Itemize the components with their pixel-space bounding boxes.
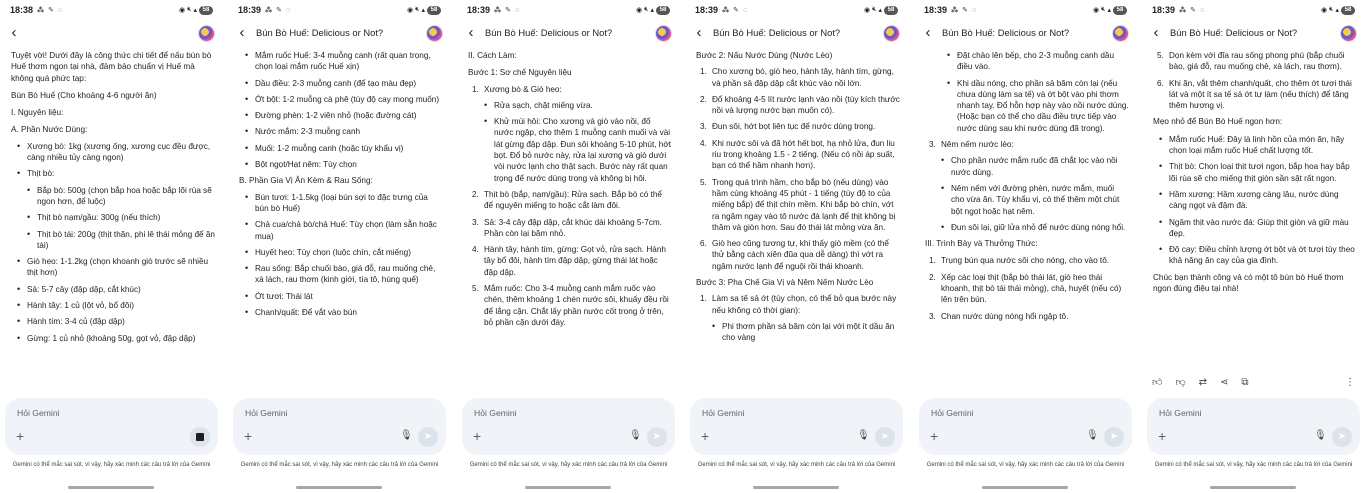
status-bar — [238, 3, 441, 17]
list-item: • Khi dầu nóng, cho phần sả băm còn lại (nếu chưa dùng làm sa tế) và ớt bột vào phi thơm nhanh tay. Đổ hỗn hợp này vào nồi nước dùng. (Hoặc bạn có thể cho dầu điều trực tiếp vào nước dùng sau khi nước dùng đã trong). — [925, 78, 1129, 134]
list-text: Chan nước dùng nóng hổi ngập tô. — [941, 311, 1069, 321]
list-item: • Ớt bột: 1-2 muỗng cà phê (tùy độ cay mong muốn) — [239, 94, 443, 105]
status-bar — [10, 3, 213, 17]
battery-icon: 58 — [1341, 6, 1355, 15]
avatar[interactable] — [426, 25, 443, 42]
bullet-list — [11, 141, 215, 180]
list-number: 1. — [700, 67, 707, 77]
list-item: • Sả: 5-7 cây (đập dập, cắt khúc) — [11, 284, 215, 295]
microphone-icon[interactable]: 🎙︎ — [1086, 430, 1099, 441]
response-actions — [1152, 375, 1355, 389]
list-item: • Thịt bò: — [11, 168, 215, 179]
notification-icons: ⁂ ✎ ◌ — [37, 7, 64, 14]
modify-icon[interactable]: ⇄ — [1198, 376, 1207, 388]
list-item — [468, 217, 672, 240]
list-number: 3. — [472, 217, 479, 227]
list-text: Hành tây, hành tím, gừng: Gọt vỏ, rửa sạch. Hành tây bổ đôi, hành tím đập dập, gừng thái lát hoặc đập dập. — [484, 245, 666, 277]
list-item: • Mắm ruốc Huế: Đây là linh hồn của món ăn, hãy chọn loại mắm ruốc Huế chất lượng tốt. — [1153, 134, 1357, 157]
list-item — [468, 84, 672, 95]
list-number: 3. — [929, 140, 936, 150]
back-arrow-icon[interactable]: ‹ — [925, 24, 931, 41]
section-heading: Bước 1: Sơ chế Nguyên liệu — [468, 68, 572, 78]
back-arrow-icon[interactable]: ‹ — [468, 24, 474, 41]
bullet-list — [468, 100, 672, 184]
response-content — [11, 50, 215, 389]
list-text: Cho xương bò, giò heo, hành tây, hành tím, gừng, và phần sả đập dập cắt khúc vào nồi lớn. — [712, 67, 894, 88]
list-item: • Hành tím: 3-4 củ (đập dập) — [11, 316, 215, 327]
list-item: • Đặt chảo lên bếp, cho 2-3 muỗng canh dầu điều vào. — [925, 50, 1129, 73]
section-heading: Bước 2: Nấu Nước Dùng (Nước Lèo) — [696, 51, 833, 60]
avatar[interactable] — [1340, 25, 1357, 42]
mute-icon: 🔇︎ — [187, 6, 192, 13]
alarm-icon: ◉ — [863, 7, 871, 14]
list-text: Giò heo cũng tương tự, khi thấy giò mềm (có thể thử bằng cách xiên đũa qua dễ dàng) thì vớt ra ngâm nước lạnh để nguội rồi thái khoanh. — [712, 239, 889, 271]
list-item: • Bột ngọt/Hạt nêm: Tùy chọn — [239, 159, 443, 170]
alarm-icon: ◉ — [406, 7, 414, 14]
app-header — [687, 22, 906, 46]
numbered-list — [925, 255, 1129, 321]
list-item: • Thịt bò: Chọn loại thịt tươi ngon, bắp hoa hay bắp lõi rùa sẽ cho miếng thịt giòn sần sật rất ngon. — [1153, 161, 1357, 184]
home-indicator[interactable] — [68, 486, 154, 489]
prompt-input-box[interactable] — [233, 398, 446, 455]
battery-icon: 58 — [427, 6, 441, 15]
numbered-list — [696, 293, 900, 316]
battery-icon: 58 — [884, 6, 898, 15]
list-text: Trụng bún qua nước sôi cho nóng, cho vào tô. — [941, 256, 1110, 266]
list-text: Trong quá trình hầm, cho bắp bò (nếu dùng) vào hầm cùng khoảng 45 phút - 1 tiếng (tùy độ to của miếng bắp) để thịt chín mềm. Khi bắp bò chín, vớt ra ngâm ngay vào tô nước đá lạnh để thịt không bị thâm và giòn hơn. Sau đó thái lát mỏng vừa ăn. — [712, 177, 896, 232]
chat-title[interactable]: Bún Bò Huế: Delicious or Not? — [942, 27, 1070, 38]
add-attachment-icon[interactable]: + — [473, 428, 482, 444]
notification-icons: ⁂ ✎ ◌ — [1179, 7, 1206, 14]
alarm-icon: ◉ — [178, 7, 186, 14]
list-item: • Giò heo: 1-1.2kg (chọn khoanh giò trước sẽ nhiều thịt hơn) — [11, 256, 215, 279]
disclaimer-text: Gemini có thể mắc sai sót, vì vậy, hãy xác minh các câu trả lời của Gemini — [926, 462, 1125, 468]
list-item — [696, 177, 900, 233]
home-indicator[interactable] — [1210, 486, 1296, 489]
section-heading: B. Phần Gia Vị Ăn Kèm & Rau Sống: — [239, 176, 373, 186]
phone-screen — [459, 0, 678, 493]
thumbs-down-icon[interactable]: 👎︎ — [1175, 377, 1186, 388]
list-text: Khi ăn, vắt thêm chanh/quất, cho thêm ớt tươi thái lát và một ít sa tế sả ớt tự làm (nếu thích) để tăng thêm hương vị. — [1169, 78, 1352, 111]
response-content — [239, 50, 443, 389]
numbered-list — [468, 189, 672, 328]
disclaimer-text: Gemini có thể mắc sai sót, vì vậy, hãy xác minh các câu trả lời của Gemini — [469, 462, 668, 468]
list-item: • Thịt bò tái: 200g (thịt thăn, phi lê thái mỏng để ăn tái) — [11, 229, 215, 252]
list-item: • Mắm ruốc Huế: 3-4 muỗng canh (rất quan trọng, chọn loại mắm ruốc Huế xịn) — [239, 50, 443, 73]
list-item: • Xương bò: 1kg (xương ống, xương cục đều được, càng nhiều tủy càng ngon) — [11, 141, 215, 164]
send-button[interactable]: ➤ — [1332, 427, 1352, 447]
status-bar — [467, 3, 670, 17]
list-number: 2. — [929, 272, 936, 282]
list-text: Khi nước sôi và đã hớt hết bọt, hạ nhỏ lửa, đun liu riu trong khoảng 1.5 - 2 tiếng. (Nếu có nồi áp suất, bạn có thể hầm nhanh hơn). — [712, 138, 895, 171]
back-arrow-icon[interactable]: ‹ — [239, 24, 245, 41]
prompt-input-box[interactable] — [690, 398, 903, 455]
list-number: 4. — [700, 138, 707, 148]
list-text: Đun sôi, hớt bọt liên tục để nước dùng trong. — [712, 122, 876, 132]
status-time: 18:39 — [238, 5, 262, 15]
mute-icon: 🔇︎ — [872, 6, 877, 13]
list-text: Thịt bò (bắp, nạm/gầu): Rửa sạch. Bắp bò có thể để nguyên miếng to hoặc cắt làm đôi. — [484, 189, 662, 211]
list-number: 2. — [472, 189, 479, 199]
list-item: • Bắp bò: 500g (chọn bắp hoa hoặc bắp lõi rùa sẽ ngon hơn, để luộc) — [11, 185, 215, 208]
prompt-input-box[interactable] — [1147, 398, 1360, 455]
list-number: 5. — [1157, 51, 1164, 60]
response-content — [468, 50, 672, 389]
paragraph: I. Nguyên liệu: — [11, 108, 64, 118]
send-button[interactable]: ➤ — [875, 427, 895, 447]
bullet-list — [925, 155, 1129, 233]
status-time: 18:39 — [1152, 5, 1176, 15]
microphone-icon[interactable]: 🎙︎ — [1314, 430, 1327, 441]
list-text: Xương bò & Giò heo: — [484, 84, 562, 94]
list-item — [468, 189, 672, 212]
list-text: Mắm ruốc: Cho 3-4 muỗng canh mắm ruốc vào chén, thêm khoảng 1 chén nước sôi, khuấy đều rồi để lắng cặn. Chắt lấy phần nước cốt trong ở trên, bỏ phần cặn dưới đáy. — [484, 284, 669, 327]
paragraph: Tuyệt vời! Dưới đây là công thức chi tiết để nấu bún bò Huế thơm ngon tại nhà, đảm bảo chuẩn vị Huế mà không quá phức tạp: — [11, 51, 212, 83]
send-button[interactable]: ➤ — [647, 427, 667, 447]
avatar[interactable] — [883, 25, 900, 42]
battery-icon: 58 — [656, 6, 670, 15]
system-icons — [864, 6, 898, 15]
phone-screen — [687, 0, 906, 493]
microphone-icon[interactable]: 🎙︎ — [629, 430, 642, 441]
battery-icon: 58 — [199, 6, 213, 15]
status-bar — [1152, 3, 1355, 17]
list-item — [925, 272, 1129, 306]
add-attachment-icon[interactable]: + — [701, 428, 710, 444]
phone-screen — [2, 0, 221, 493]
list-item: • Khử mùi hôi: Cho xương và giò vào nồi, đổ nước ngập, cho thêm 1 muỗng canh muối và vài lát gừng đập dập. Đun sôi khoảng 5-10 phút, hớt bọt. Đổ bỏ nước này, rửa lại xương và giò dưới vòi nước lạnh cho thật sạch. Bước này rất quan trọng để nước dùng trong và không bị hôi. — [468, 116, 672, 184]
signal-icon: ▴ — [193, 7, 197, 14]
response-content — [696, 50, 900, 389]
list-item: • Chanh/quất: Để vắt vào bún — [239, 307, 443, 318]
list-item: • Muối: 1-2 muỗng canh (hoặc tùy khẩu vị) — [239, 143, 443, 154]
status-time: 18:39 — [467, 5, 491, 15]
home-indicator[interactable] — [525, 486, 611, 489]
phone-screen — [916, 0, 1135, 493]
list-number: 4. — [472, 245, 479, 255]
status-time: 18:39 — [695, 5, 719, 15]
bullet-list — [1153, 134, 1357, 267]
app-header — [230, 22, 449, 46]
home-indicator[interactable] — [296, 486, 382, 489]
numbered-list — [468, 84, 672, 95]
battery-icon: 58 — [1113, 6, 1127, 15]
status-time: 18:38 — [10, 5, 34, 15]
list-item: • Cho phần nước mắm ruốc đã chắt lọc vào nồi nước dùng. — [925, 155, 1129, 178]
list-item: • Thịt bò nạm/gầu: 300g (nếu thích) — [11, 212, 215, 223]
notification-icons: ⁂ ✎ ◌ — [722, 7, 749, 14]
disclaimer-text: Gemini có thể mắc sai sót, vì vậy, hãy xác minh các câu trả lời của Gemini — [12, 462, 211, 468]
list-text: Nêm nếm nước lèo: — [941, 140, 1014, 150]
list-number: 1. — [700, 294, 707, 304]
prompt-input[interactable]: Hỏi Gemini — [931, 408, 974, 418]
paragraph: Bún Bò Huế (Cho khoảng 4-6 người ăn) — [11, 90, 157, 100]
response-content — [925, 50, 1129, 389]
stop-generation-button[interactable] — [190, 427, 210, 447]
bullet-list — [239, 192, 443, 319]
alarm-icon: ◉ — [635, 7, 643, 14]
disclaimer-text: Gemini có thể mắc sai sót, vì vậy, hãy xác minh các câu trả lời của Gemini — [1154, 462, 1353, 468]
list-item — [1153, 50, 1357, 73]
list-number: 1. — [929, 256, 936, 266]
response-content — [1153, 50, 1357, 389]
list-item: • Rửa sạch, chặt miếng vừa. — [468, 100, 672, 111]
share-icon[interactable]: ⋖ — [1220, 376, 1229, 388]
list-item — [696, 121, 900, 132]
chat-title[interactable]: Bún Bò Huế: Delicious or Not? — [485, 27, 613, 38]
prompt-input[interactable]: Hỏi Gemini — [474, 408, 517, 418]
bullet-list — [925, 50, 1129, 134]
bullet-list — [11, 256, 215, 344]
app-header — [459, 22, 678, 46]
list-text: Sả: 3-4 cây đập dập, cắt khúc dài khoảng 5-7cm. Phần còn lại băm nhỏ. — [484, 217, 662, 238]
status-bar — [695, 3, 898, 17]
list-item — [696, 66, 900, 89]
prompt-input-box[interactable] — [5, 398, 218, 455]
section-heading: Bước 3: Pha Chế Gia Vị và Nêm Nếm Nước Lèo — [696, 278, 874, 288]
list-number: 6. — [700, 239, 707, 249]
add-attachment-icon[interactable]: + — [1158, 428, 1167, 444]
signal-icon: ▴ — [1107, 7, 1111, 14]
list-text: Làm sa tế sả ớt (tùy chọn, có thể bỏ qua bước này nếu không có thời gian): — [712, 294, 897, 315]
list-item — [1153, 78, 1357, 112]
signal-icon: ▴ — [650, 7, 654, 14]
microphone-icon[interactable]: 🎙︎ — [857, 430, 870, 441]
phone-screen — [230, 0, 449, 493]
signal-icon: ▴ — [421, 7, 425, 14]
paragraph: Mẹo nhỏ để Bún Bò Huế ngon hơn: — [1153, 117, 1283, 127]
more-options-icon[interactable]: ⋮ — [1345, 376, 1355, 388]
app-header — [1144, 22, 1363, 46]
list-number: 6. — [1157, 78, 1164, 88]
list-item — [696, 293, 900, 316]
back-arrow-icon[interactable]: ‹ — [696, 24, 702, 41]
system-icons — [1321, 6, 1355, 15]
list-number: 3. — [929, 311, 936, 321]
phone-screen — [1144, 0, 1363, 493]
thumbs-up-icon[interactable]: 👍︎ — [1152, 377, 1163, 388]
list-item: • Đường phèn: 1-2 viên nhỏ (hoặc đường cát) — [239, 110, 443, 121]
prompt-input-box[interactable] — [919, 398, 1132, 455]
chat-title[interactable]: Bún Bò Huế: Delicious or Not? — [713, 27, 841, 38]
list-item: • Hành tây: 1 củ (lột vỏ, bổ đôi) — [11, 300, 215, 311]
list-text: Dọn kèm với đĩa rau sống phong phú (bắp chuối bào, giá đỗ, rau muống chẻ, xà lách, rau thơm). — [1169, 51, 1345, 72]
list-item — [468, 283, 672, 328]
signal-icon: ▴ — [1335, 7, 1339, 14]
bullet-list — [696, 321, 900, 344]
prompt-input-box[interactable] — [462, 398, 675, 455]
avatar[interactable] — [1112, 25, 1129, 42]
prompt-input[interactable]: Hỏi Gemini — [17, 408, 60, 418]
section-heading: A. Phần Nước Dùng: — [11, 125, 88, 135]
list-item — [696, 238, 900, 272]
list-item: • Ớt tươi: Thái lát — [239, 291, 443, 302]
paragraph: II. Cách Làm: — [468, 51, 517, 60]
add-attachment-icon[interactable]: + — [16, 428, 25, 444]
list-number: 5. — [472, 284, 479, 294]
list-item — [925, 255, 1129, 266]
chat-title[interactable]: Bún Bò Huế: Delicious or Not? — [256, 27, 384, 38]
mute-icon: 🔇︎ — [415, 6, 420, 13]
mute-icon: 🔇︎ — [644, 6, 649, 13]
system-icons — [1093, 6, 1127, 15]
list-item: • Hầm xương: Hầm xương càng lâu, nước dùng càng ngọt và đậm đà. — [1153, 189, 1357, 212]
list-item — [925, 311, 1129, 322]
list-item: • Phi thơm phần sả băm còn lại với một ít dầu ăn cho vàng — [696, 321, 900, 344]
chat-title[interactable]: Bún Bò Huế: Delicious or Not? — [1170, 27, 1298, 38]
list-number: 2. — [700, 94, 707, 104]
list-item: • Đun sôi lại, giữ lửa nhỏ để nước dùng nóng hổi. — [925, 222, 1129, 233]
notification-icons: ⁂ ✎ ◌ — [494, 7, 521, 14]
list-item: • Chả cua/chả bò/chả Huế: Tùy chọn (làm sẵn hoặc mua) — [239, 219, 443, 242]
notification-icons: ⁂ ✎ ◌ — [951, 7, 978, 14]
list-item: • Rau sống: Bắp chuối bào, giá đỗ, rau muống chẻ, xà lách, rau thơm (kinh giới, tía tô, húng quế) — [239, 263, 443, 286]
system-icons — [407, 6, 441, 15]
home-indicator[interactable] — [982, 486, 1068, 489]
list-number: 5. — [700, 177, 707, 187]
system-icons — [179, 6, 213, 15]
copy-icon[interactable]: ⧉ — [1241, 376, 1249, 388]
back-arrow-icon[interactable]: ‹ — [1153, 24, 1159, 41]
microphone-icon[interactable]: 🎙︎ — [400, 430, 413, 441]
disclaimer-text: Gemini có thể mắc sai sót, vì vậy, hãy xác minh các câu trả lời của Gemini — [240, 462, 439, 468]
mute-icon: 🔇︎ — [1101, 6, 1106, 13]
prompt-input[interactable]: Hỏi Gemini — [702, 408, 745, 418]
paragraph: III. Trình Bày và Thưởng Thức: — [925, 239, 1038, 249]
list-item: • Độ cay: Điều chỉnh lượng ớt bột và ớt tươi tùy theo khả năng ăn cay của gia đình. — [1153, 244, 1357, 267]
avatar[interactable] — [655, 25, 672, 42]
list-text: Xếp các loại thịt (bắp bò thái lát, giò heo thái khoanh, thịt bò tái thái mỏng), chả, huyết (nếu có) lên trên bún. — [941, 272, 1122, 305]
add-attachment-icon[interactable]: + — [244, 428, 253, 444]
numbered-list — [1153, 50, 1357, 111]
list-number: 3. — [700, 122, 707, 132]
avatar[interactable] — [198, 25, 215, 42]
back-arrow-icon[interactable]: ‹ — [11, 24, 17, 41]
add-attachment-icon[interactable]: + — [930, 428, 939, 444]
system-icons — [636, 6, 670, 15]
numbered-list — [696, 66, 900, 272]
alarm-icon: ◉ — [1092, 7, 1100, 14]
bullet-list — [239, 50, 443, 170]
mute-icon: 🔇︎ — [1329, 6, 1334, 13]
list-item — [925, 139, 1129, 150]
status-bar — [924, 3, 1127, 17]
send-button[interactable]: ➤ — [1104, 427, 1124, 447]
status-time: 18:39 — [924, 5, 948, 15]
app-header — [2, 22, 221, 46]
notification-icons: ⁂ ✎ ◌ — [265, 7, 292, 14]
list-item — [468, 244, 672, 278]
list-item — [696, 138, 900, 172]
list-item: • Dầu điều: 2-3 muỗng canh (để tạo màu đẹp) — [239, 78, 443, 89]
prompt-input[interactable]: Hỏi Gemini — [245, 408, 288, 418]
disclaimer-text: Gemini có thể mắc sai sót, vì vậy, hãy xác minh các câu trả lời của Gemini — [697, 462, 896, 468]
list-item: • Ngâm thịt vào nước đá: Giúp thịt giòn và giữ màu đẹp. — [1153, 217, 1357, 240]
numbered-list — [925, 139, 1129, 150]
app-header — [916, 22, 1135, 46]
list-number: 1. — [472, 84, 479, 94]
list-item: • Bún tươi: 1-1.5kg (loại bún sợi to đặc trưng của bún bò Huế) — [239, 192, 443, 215]
list-item: • Gừng: 1 củ nhỏ (khoảng 50g, gọt vỏ, đập dập) — [11, 333, 215, 344]
list-item: • Nêm nếm với đường phèn, nước mắm, muối cho vừa ăn. Tùy khẩu vị, có thể thêm một chút bột ngọt hoặc hạt nêm. — [925, 183, 1129, 217]
list-item: • Nước mắm: 2-3 muỗng canh — [239, 126, 443, 137]
bullet-list — [11, 185, 215, 251]
send-button[interactable]: ➤ — [418, 427, 438, 447]
home-indicator[interactable] — [753, 486, 839, 489]
alarm-icon: ◉ — [1320, 7, 1328, 14]
list-text: Đổ khoảng 4-5 lít nước lạnh vào nồi (tùy kích thước nồi và lượng nước bạn muốn có). — [712, 94, 900, 116]
prompt-input[interactable]: Hỏi Gemini — [1159, 408, 1202, 418]
paragraph: Chúc bạn thành công và có một tô bún bò Huế thơm ngon đúng điệu tại nhà! — [1153, 272, 1344, 294]
list-item — [696, 94, 900, 117]
signal-icon: ▴ — [878, 7, 882, 14]
list-item: • Huyết heo: Tùy chọn (luộc chín, cắt miếng) — [239, 247, 443, 258]
